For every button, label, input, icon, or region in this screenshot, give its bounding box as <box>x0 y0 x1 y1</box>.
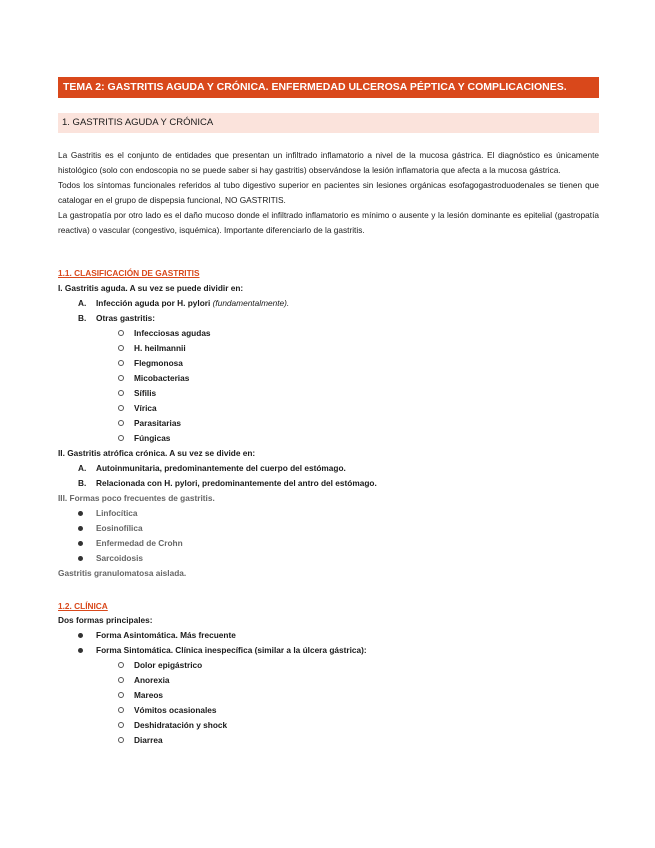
bullet-dot-icon <box>78 643 83 658</box>
gastritis-granulomatosa: Gastritis granulomatosa aislada. <box>58 568 187 578</box>
list-item: Dolor epigástrico <box>134 660 203 670</box>
list-item: H. heilmannii <box>134 343 186 353</box>
marker-b: B. <box>78 478 87 488</box>
bullet-circle-icon <box>118 386 124 401</box>
bullet-circle-icon <box>118 401 124 416</box>
bullet-circle-icon <box>118 341 124 356</box>
chapter-title: TEMA 2: GASTRITIS AGUDA Y CRÓNICA. ENFERMEDAD ULCEROSA PÉPTICA Y COMPLICACIONES. <box>58 77 599 98</box>
list-item: Sífilis <box>134 388 157 398</box>
list-item: Deshidratación y shock <box>134 720 228 730</box>
bullet-circle-icon <box>118 718 124 733</box>
item-autoinmunitaria: Autoinmunitaria, predominantemente del cuerpo del estómago. <box>96 463 346 473</box>
section-heading: 1. GASTRITIS AGUDA Y CRÓNICA <box>58 113 599 133</box>
list-item: Vómitos ocasionales <box>134 705 217 715</box>
bullet-circle-icon <box>118 431 124 446</box>
bullet-circle-icon <box>118 688 124 703</box>
forma-sintomatica: Forma Sintomática. Clínica inespecífica (similar a la úlcera gástrica): <box>96 645 367 655</box>
subheading-clasificacion: 1.1. CLASIFICACIÓN DE GASTRITIS <box>58 268 200 278</box>
list-item: Diarrea <box>134 735 163 745</box>
list-item: Enfermedad de Crohn <box>96 538 183 548</box>
formas-poco-frecuentes: III. Formas poco frecuentes de gastritis. <box>58 493 215 503</box>
marker-b: B. <box>78 313 87 323</box>
bullet-circle-icon <box>118 658 124 673</box>
list-item: Infecciosas agudas <box>134 328 211 338</box>
bullet-dot-icon <box>78 551 83 566</box>
forma-asintomatica: Forma Asintomática. Más frecuente <box>96 630 236 640</box>
bullet-circle-icon <box>118 673 124 688</box>
gastritis-aguda: I. Gastritis aguda. A su vez se puede dividir en: <box>58 283 244 293</box>
list-item: Flegmonosa <box>134 358 183 368</box>
bullet-dot-icon <box>78 506 83 521</box>
bullet-circle-icon <box>118 733 124 748</box>
list-item: Eosinofílica <box>96 523 143 533</box>
bullet-circle-icon <box>118 703 124 718</box>
list-item: Parasitarias <box>134 418 182 428</box>
bullet-circle-icon <box>118 416 124 431</box>
bullet-circle-icon <box>118 371 124 386</box>
paragraph-dispepsia: Todos los síntomas funcionales referidos al tubo digestivo superior en pacientes sin lesiones orgánicas esofagogastroduodenales se tienen que catalogar en el grupo de dispepsia funcional, NO GASTRITIS. <box>58 180 599 205</box>
list-item: Vírica <box>134 403 157 413</box>
item-h-pylori: Infección aguda por H. pylori (fundamentalmente). <box>96 298 290 308</box>
bullet-dot-icon <box>78 628 83 643</box>
gastritis-cronica: II. Gastritis atrófica crónica. A su vez se divide en: <box>58 448 256 458</box>
clinica-intro: Dos formas principales: <box>58 615 153 625</box>
marker-a: A. <box>78 463 87 473</box>
subheading-clinica: 1.2. CLÍNICA <box>58 601 108 611</box>
bullet-dot-icon <box>78 521 83 536</box>
paragraph-gastropatia: La gastropatía por otro lado es el daño mucoso donde el infiltrado inflamatorio es mínimo o ausente y la lesión dominante es epitelial (gastropatía reactiva) o vascular (congestivo, isquémica). Importante diferenciarlo de la gastritis. <box>58 210 599 235</box>
bullet-circle-icon <box>118 356 124 371</box>
marker-a: A. <box>78 298 87 308</box>
list-item: Linfocítica <box>96 508 138 518</box>
bullet-dot-icon <box>78 536 83 551</box>
item-relacionada-h-pylori: Relacionada con H. pylori, predominantemente del antro del estómago. <box>96 478 377 488</box>
paragraph-gastritis: La Gastritis es el conjunto de entidades que presentan un infiltrado inflamatorio a nivel de la mucosa gástrica. El diagnóstico es únicamente histológico (solo con endoscopia no se puede saber si hay gastritis) observándose la lesión inflamatoria que afecta a la mucosa gástrica. <box>58 150 599 175</box>
list-item: Anorexia <box>134 675 170 685</box>
intro-text <box>58 148 599 238</box>
bullet-circle-icon <box>118 326 124 341</box>
list-item: Micobacterias <box>134 373 190 383</box>
list-item: Fúngicas <box>134 433 171 443</box>
item-otras-gastritis: Otras gastritis: <box>96 313 156 323</box>
list-item: Sarcoidosis <box>96 553 144 563</box>
list-item: Mareos <box>134 690 164 700</box>
